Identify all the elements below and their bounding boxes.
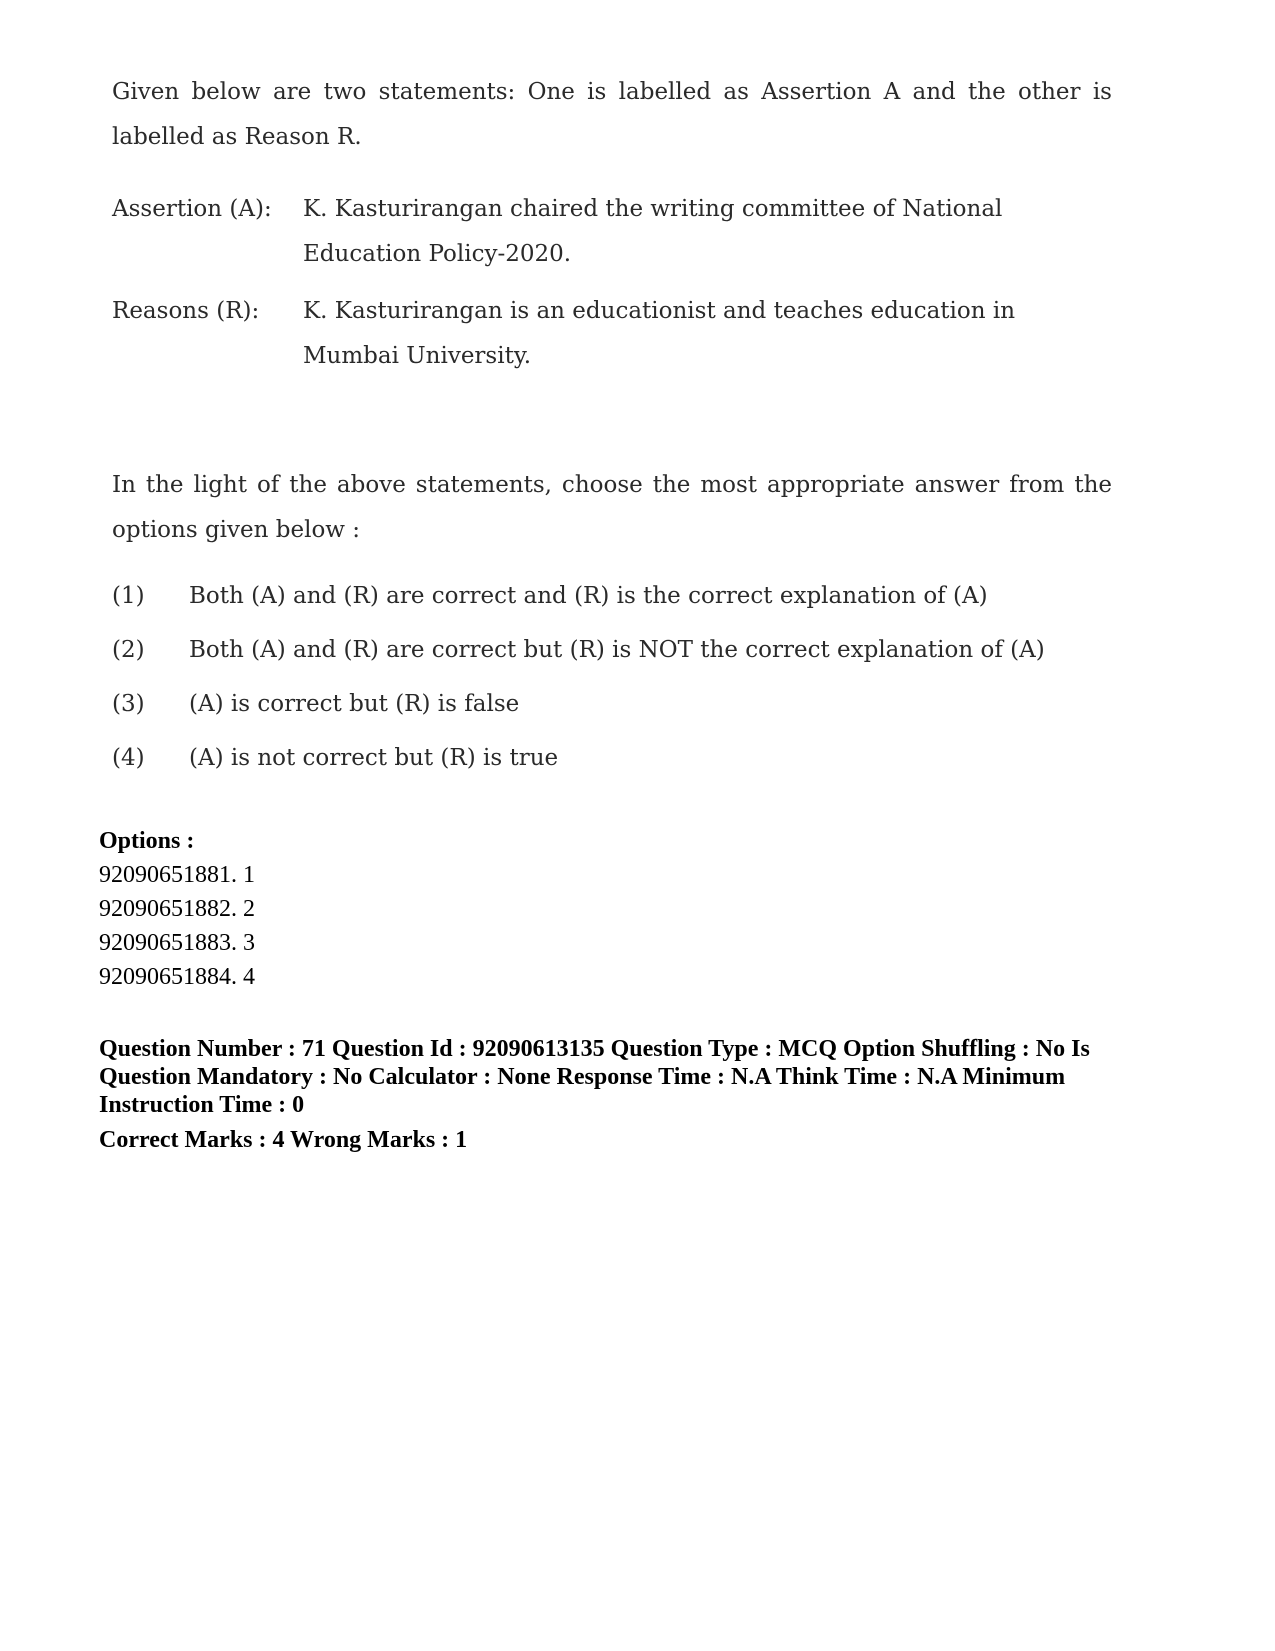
option-id-4: 92090651884. 4 — [99, 964, 255, 990]
choice-text: Both (A) and (R) are correct and (R) is the correct explanation of (A) — [189, 583, 988, 609]
choice-text: (A) is not correct but (R) is true — [189, 745, 559, 771]
question-info: Question Number : 71 Question Id : 92090613135 Question Type : MCQ Option Shuffling : No Is Question Mandatory : No Calculator : None Response Time : N.A Think Time : N.A Minimum Instruction Time : 0 — [99, 1036, 1090, 1118]
options-block — [99, 824, 1179, 994]
choice-2 — [112, 635, 1112, 665]
question-image — [112, 70, 1112, 773]
choice-number: (1) — [112, 583, 145, 609]
reason-label: Reasons (R): — [112, 298, 260, 324]
choice-number: (3) — [112, 691, 145, 717]
option-id-2: 92090651882. 2 — [99, 896, 255, 922]
choice-3 — [112, 689, 1112, 719]
reason-text: K. Kasturirangan is an educationist and teaches education in Mumbai University. — [303, 298, 1016, 369]
marks-info: Correct Marks : 4 Wrong Marks : 1 — [99, 1127, 468, 1153]
assertion-text: K. Kasturirangan chaired the writing committee of National Education Policy-2020. — [303, 196, 1003, 267]
assertion-statement — [112, 187, 1112, 277]
assertion-label: Assertion (A): — [112, 196, 272, 222]
choice-text: (A) is correct but (R) is false — [189, 691, 520, 717]
choice-text: Both (A) and (R) are correct but (R) is NOT the correct explanation of (A) — [189, 637, 1045, 663]
prompt-text: In the light of the above statements, choose the most appropriate answer from the options given below : — [112, 472, 1112, 543]
intro-text: Given below are two statements: One is labelled as Assertion A and the other is labelled as Reason R. — [112, 79, 1112, 150]
reason-statement — [112, 289, 1112, 379]
choice-4 — [112, 743, 1112, 773]
choice-number: (4) — [112, 745, 145, 771]
options-heading: Options : — [99, 828, 195, 854]
choice-1 — [112, 581, 1112, 611]
option-id-3: 92090651883. 3 — [99, 930, 255, 956]
option-id-1: 92090651881. 1 — [99, 862, 255, 888]
next-question-block — [99, 1035, 1179, 1157]
choice-number: (2) — [112, 637, 145, 663]
